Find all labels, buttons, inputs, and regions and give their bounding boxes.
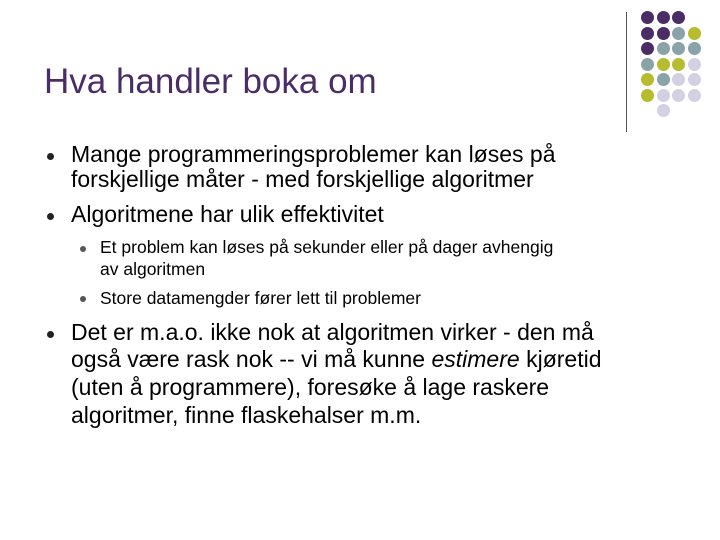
bullet-text: forskjellige måter - med forskjellige algoritmer <box>71 166 534 192</box>
decorative-dot <box>672 89 685 102</box>
decorative-dot <box>688 58 701 71</box>
sub-bullet-text: av algoritmen <box>100 259 206 279</box>
decorative-dot <box>672 11 685 24</box>
decorative-dot <box>641 11 654 24</box>
decorative-dot <box>641 73 654 86</box>
bullet-marker <box>47 331 54 338</box>
bullet-marker <box>47 153 54 160</box>
decorative-dot <box>641 42 654 55</box>
decorative-dot <box>672 58 685 71</box>
bullet-marker <box>47 213 54 220</box>
decorative-dot <box>688 89 701 102</box>
decorative-dot <box>688 27 701 40</box>
decorative-dot <box>688 73 701 86</box>
bullet-text-part: kjøretid <box>519 346 602 372</box>
decorative-dot <box>657 42 670 55</box>
bullet-text: (uten å programmere), foresøke å lage raskere <box>71 374 550 400</box>
sub-bullet-text: Store datamengder fører lett til problemer <box>100 288 421 308</box>
decorative-dot <box>672 27 685 40</box>
decorative-dot-grid <box>641 11 720 121</box>
decorative-dot <box>657 27 670 40</box>
bullet-text-part: også være rask nok -- vi må kunne <box>71 346 432 372</box>
decorative-dot <box>657 58 670 71</box>
bullet-text: Mange programmeringsproblemer kan løses på <box>71 141 556 167</box>
decorative-dot <box>657 11 670 24</box>
sub-bullet-marker <box>80 296 86 302</box>
bullet-text: Algoritmene har ulik effektivitet <box>71 201 384 227</box>
decorative-dot <box>672 73 685 86</box>
decorative-dot <box>672 42 685 55</box>
decorative-dot <box>641 27 654 40</box>
bullet-text: Det er m.a.o. ikke nok at algoritmen virker - den må <box>71 319 594 345</box>
decorative-dot <box>657 73 670 86</box>
decorative-dot <box>657 104 670 117</box>
sub-bullet-text: Et problem kan løses på sekunder eller på dager avhengig <box>100 237 554 257</box>
slide-title: Hva handler boka om <box>44 62 377 101</box>
decorative-dot <box>657 89 670 102</box>
title-divider-line <box>626 12 627 132</box>
decorative-dot <box>641 89 654 102</box>
emphasized-word: estimere <box>431 346 520 372</box>
decorative-dot <box>641 58 654 71</box>
decorative-dot <box>688 42 701 55</box>
sub-bullet-marker <box>80 246 86 252</box>
bullet-text-line <box>71 347 601 372</box>
bullet-text: algoritmer, finne flaskehalser m.m. <box>71 402 422 428</box>
